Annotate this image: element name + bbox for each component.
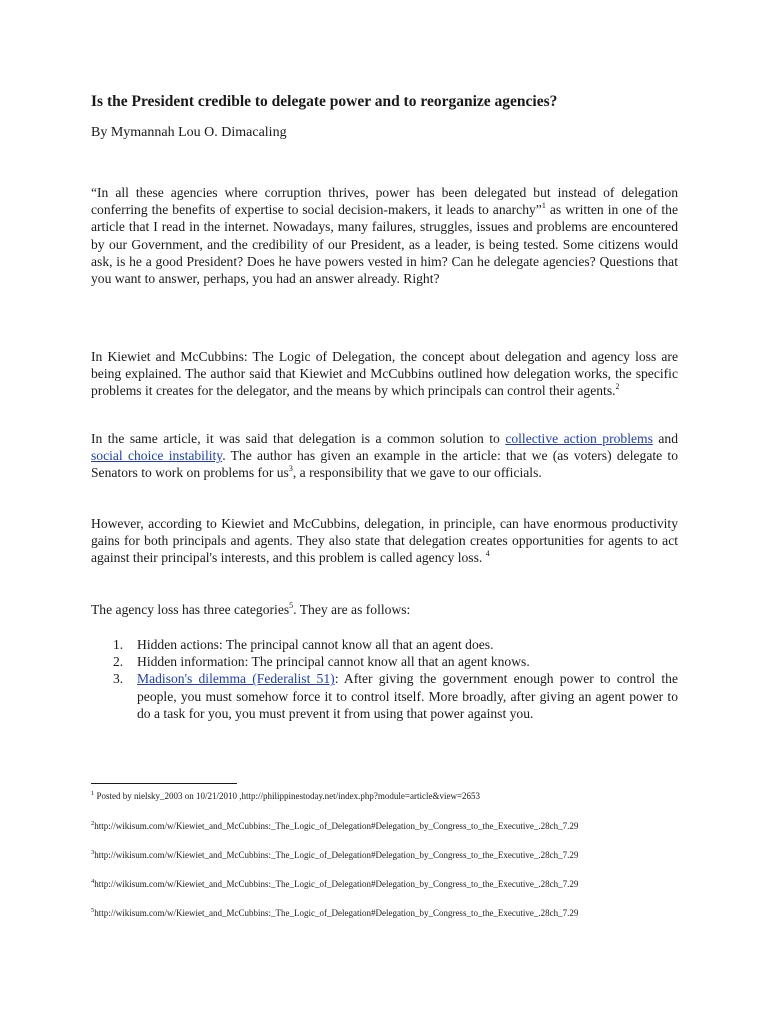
paragraph-text: “In all these agencies where corruption thrives, power has been delegated but instead of delegation conferring the benefits of expertise to social decision-makers, it leads to anarchy”: [91, 185, 678, 218]
byline: By Mymannah Lou O. Dimacaling: [91, 125, 287, 140]
paragraph-categories: [91, 601, 678, 618]
madisons-dilemma-link[interactable]: Madison's dilemma (Federalist 51): [137, 671, 335, 687]
paragraph-text: and: [652, 431, 678, 446]
paragraph-productivity: [91, 515, 678, 567]
paragraph-text: as written in one of the article that I read in the internet. Nowadays, many failures, struggles, issues and problems are encountered by our Government, and the credibility of our President, as a leader, is being tested. Some citizens would ask, is he a good President? Does he have powers vested in him? Can he delegate agencies? Questions that you want to answer, perhaps, you had an answer already. Right?: [91, 202, 678, 287]
footnote-4: [91, 878, 691, 890]
footnote-ref-1[interactable]: 1: [541, 201, 546, 211]
document-title: Is the President credible to delegate power and to reorganize agencies?: [91, 93, 558, 110]
footnote-text[interactable]: http://wikisum.com/w/Kiewiet_and_McCubbins:_The_Logic_of_Delegation#Delegation_by_Congress_to_the_Executive_.28ch_7.29: [94, 850, 579, 860]
footnote-3: [91, 849, 691, 861]
paragraph-intro: [91, 184, 678, 287]
footnote-2: [91, 820, 691, 832]
paragraph-logic-of-delegation: [91, 348, 678, 400]
footnote-number: 5: [91, 907, 95, 914]
footnote-separator: [91, 783, 237, 784]
paragraph-common-solution: [91, 430, 678, 482]
paragraph-text: . The author has given an example in the article: that we (as voters) delegate to Senators to work on problems for us: [91, 448, 678, 481]
footnote-number: 1: [91, 790, 95, 797]
paragraph-text: In Kiewiet and McCubbins: The Logic of Delegation, the concept about delegation and agency loss are being explained. The author said that Kiewiet and McCubbins outlined how delegation works, the specific problems it creates for the delegator, and the means by which principals can control their agents.: [91, 349, 678, 399]
paragraph-text: . They are as follows:: [293, 602, 411, 617]
footnote-number: 2: [91, 820, 95, 827]
list-item: [91, 653, 678, 670]
list-item-text: Hidden information: The principal cannot know all that an agent knows.: [137, 654, 530, 670]
footnote-text[interactable]: http://wikisum.com/w/Kiewiet_and_McCubbins:_The_Logic_of_Delegation#Delegation_by_Congress_to_the_Executive_.28ch_7.29: [94, 821, 579, 831]
paragraph-text: The agency loss has three categories: [91, 602, 290, 617]
footnote-1: [91, 790, 691, 802]
paragraph-text: However, according to Kiewiet and McCubbins, delegation, in principle, can have enormous productivity gains for both principals and agents. They also state that delegation creates opportunities for agents to act against their principal's interests, and this problem is called agency loss.: [91, 516, 678, 566]
list-item-text: Hidden actions: The principal cannot know all that an agent does.: [137, 637, 494, 652]
footnote-5: [91, 907, 691, 919]
footnote-text[interactable]: http://wikisum.com/w/Kiewiet_and_McCubbins:_The_Logic_of_Delegation#Delegation_by_Congress_to_the_Executive_.28ch_7.29: [94, 908, 579, 918]
footnote-ref-5[interactable]: 5: [289, 601, 294, 610]
footnote-ref-2[interactable]: 2: [615, 382, 620, 392]
footnote-ref-4[interactable]: 4: [485, 549, 490, 559]
paragraph-text: In the same article, it was said that delegation is a common solution to: [91, 431, 506, 446]
social-choice-instability-link[interactable]: social choice instability: [91, 448, 223, 464]
collective-action-problems-link[interactable]: collective action problems: [505, 431, 653, 446]
list-item: [91, 670, 678, 722]
list-item-number: 1.: [113, 637, 124, 652]
footnote-text[interactable]: http://wikisum.com/w/Kiewiet_and_McCubbins:_The_Logic_of_Delegation#Delegation_by_Congress_to_the_Executive_.28ch_7.29: [94, 879, 579, 889]
list-item: [91, 636, 678, 653]
footnote-number: 3: [91, 849, 95, 856]
footnote-number: 4: [91, 878, 95, 885]
list-item-number: 2.: [113, 654, 124, 670]
footnote-text[interactable]: Posted by nielsky_2003 on 10/21/2010 ,http://philippinestoday.net/index.php?module=article&view=2653: [94, 791, 481, 801]
footnote-ref-3[interactable]: 3: [288, 464, 293, 474]
list-item-text: : After giving the government enough power to control the people, you must somehow force it to control itself. More broadly, after giving an agent power to do a task for you, you must prevent it from using that power against you.: [137, 671, 678, 721]
list-item-number: 3.: [113, 671, 124, 687]
agency-loss-categories-list: [91, 636, 678, 722]
paragraph-text: , a responsibility that we gave to our officials.: [292, 465, 542, 481]
